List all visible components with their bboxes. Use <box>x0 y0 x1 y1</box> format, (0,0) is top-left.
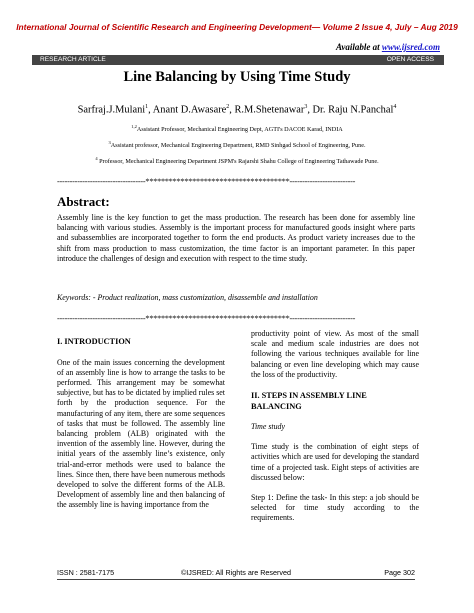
author-sup: 1 <box>145 104 149 110</box>
affiliation-sup: 1,2 <box>131 124 137 129</box>
footer-rule <box>57 579 415 580</box>
continuation-paragraph: productivity point of view. As most of the small scale and medium scale industries are does not following the various techniques available for line balancing or even line developing which may cause the loss of the productivity. <box>251 329 419 379</box>
footer-issn: ISSN : 2581-7175 <box>57 568 115 577</box>
affiliation-text: Professor, Mechanical Engineering Department JSPM's Rajarshi Shahu College of Engineering Tathawade Pune. <box>97 158 379 166</box>
author-name: Dr. Raju N.Panchal <box>312 104 394 116</box>
affiliation-text: Assistant professor, Mechanical Engineering Department, RMD Sinhgad School of Engineering, Pune. <box>110 142 366 150</box>
left-column <box>57 337 225 511</box>
affiliation <box>0 156 474 165</box>
affiliation-sup: 3 <box>108 140 111 145</box>
available-prefix: Available at <box>336 42 382 52</box>
footer-rights: ©IJSRED: All Rights are Reserved <box>181 568 291 577</box>
keywords: Keywords: - Product realization, mass customization, disassemble and installation <box>57 293 318 302</box>
article-type-bar <box>32 55 444 65</box>
introduction-paragraph: One of the main issues concerning the development of an assembly line is how to arrange the tasks to be performed. This arrangement may be somewhat subjective, but has to be dictated by implied rules set forth by the production sequence. For the manufacturing of any item, there are some sequences of tasks that must be followed. The assembly line balancing problem (ALB) originated with the invention of the assembly line. However, during the initial years of the assembly line’s existence, only trial-and-error methods were used to balance the lines. Since then, there have been numerous methods developed to solve the different forms of the ALB. Development of assembly line and then balancing of the assembly line is having importance from the <box>57 357 225 510</box>
time-study-paragraph: Time study is the combination of eight steps of activities which are used for developing the standard time of a projected task. Eight steps of activities are discussed below: <box>251 442 419 482</box>
abstract-text: Assembly line is the key function to get the mass production. The research has been done for assembly line balancing with various studies. Assembly is the important process for manufactured goods insight where parts and subassemblies are incorporated together to form the end products. As product variety increases due to the shift from mass production to mass customization, the time factor is an important parameter. In this paper introduce the challenges of design and execution with respect to the time study. <box>57 213 415 263</box>
author-sup: 4 <box>393 104 397 110</box>
author-name: R.M.Shetenawar <box>234 104 305 116</box>
time-study-subheading: Time study <box>251 422 285 432</box>
affiliation <box>0 124 474 133</box>
separator-top: -----------------------------------*************************************-------------------------- <box>57 177 356 186</box>
journal-website-link[interactable]: www.ijsred.com <box>381 42 440 52</box>
author-name: Sarfraj.J.Mulani <box>77 104 146 116</box>
author-sup: 3 <box>304 104 308 110</box>
available-at <box>336 42 440 52</box>
open-access-label: OPEN ACCESS <box>386 56 434 63</box>
author-sup: 2 <box>226 104 230 110</box>
step1-paragraph: Step 1: Define the task- In this step: a job should be selected for time study according to the requirements. <box>251 493 419 523</box>
affiliation-sup: 4 <box>95 156 98 161</box>
steps-heading: II. STEPS IN ASSEMBLY LINE BALANCING <box>251 391 367 411</box>
paper-title: Line Balancing by Using Time Study <box>123 69 351 85</box>
affiliation <box>0 140 474 149</box>
footer-page-number: Page 302 <box>384 568 415 577</box>
introduction-heading: I. INTRODUCTION <box>57 337 131 346</box>
author-name: Anant D.Awasare <box>152 104 227 116</box>
right-column <box>251 329 419 524</box>
abstract-heading: Abstract: <box>57 194 110 209</box>
separator-bottom: -----------------------------------*************************************-------------------------- <box>57 314 356 323</box>
author-list: Sarfraj.J.Mulani$^1$, Anant D.Awasare$^2$, R.M.Shetenawar$^3$, Dr. Raju N.Panchal$^4$ <box>77 104 397 116</box>
journal-header: International Journal of Scientific Research and Engineering Development— Volume 2 Issue 4, July – Aug 2019 <box>16 22 458 32</box>
affiliation-text: Assistant Professor, Mechanical Engineering Dept, AGTI's DACOE Karad, INDIA <box>136 126 343 134</box>
article-type-label: RESEARCH ARTICLE <box>40 56 106 63</box>
page-footer <box>57 566 415 579</box>
